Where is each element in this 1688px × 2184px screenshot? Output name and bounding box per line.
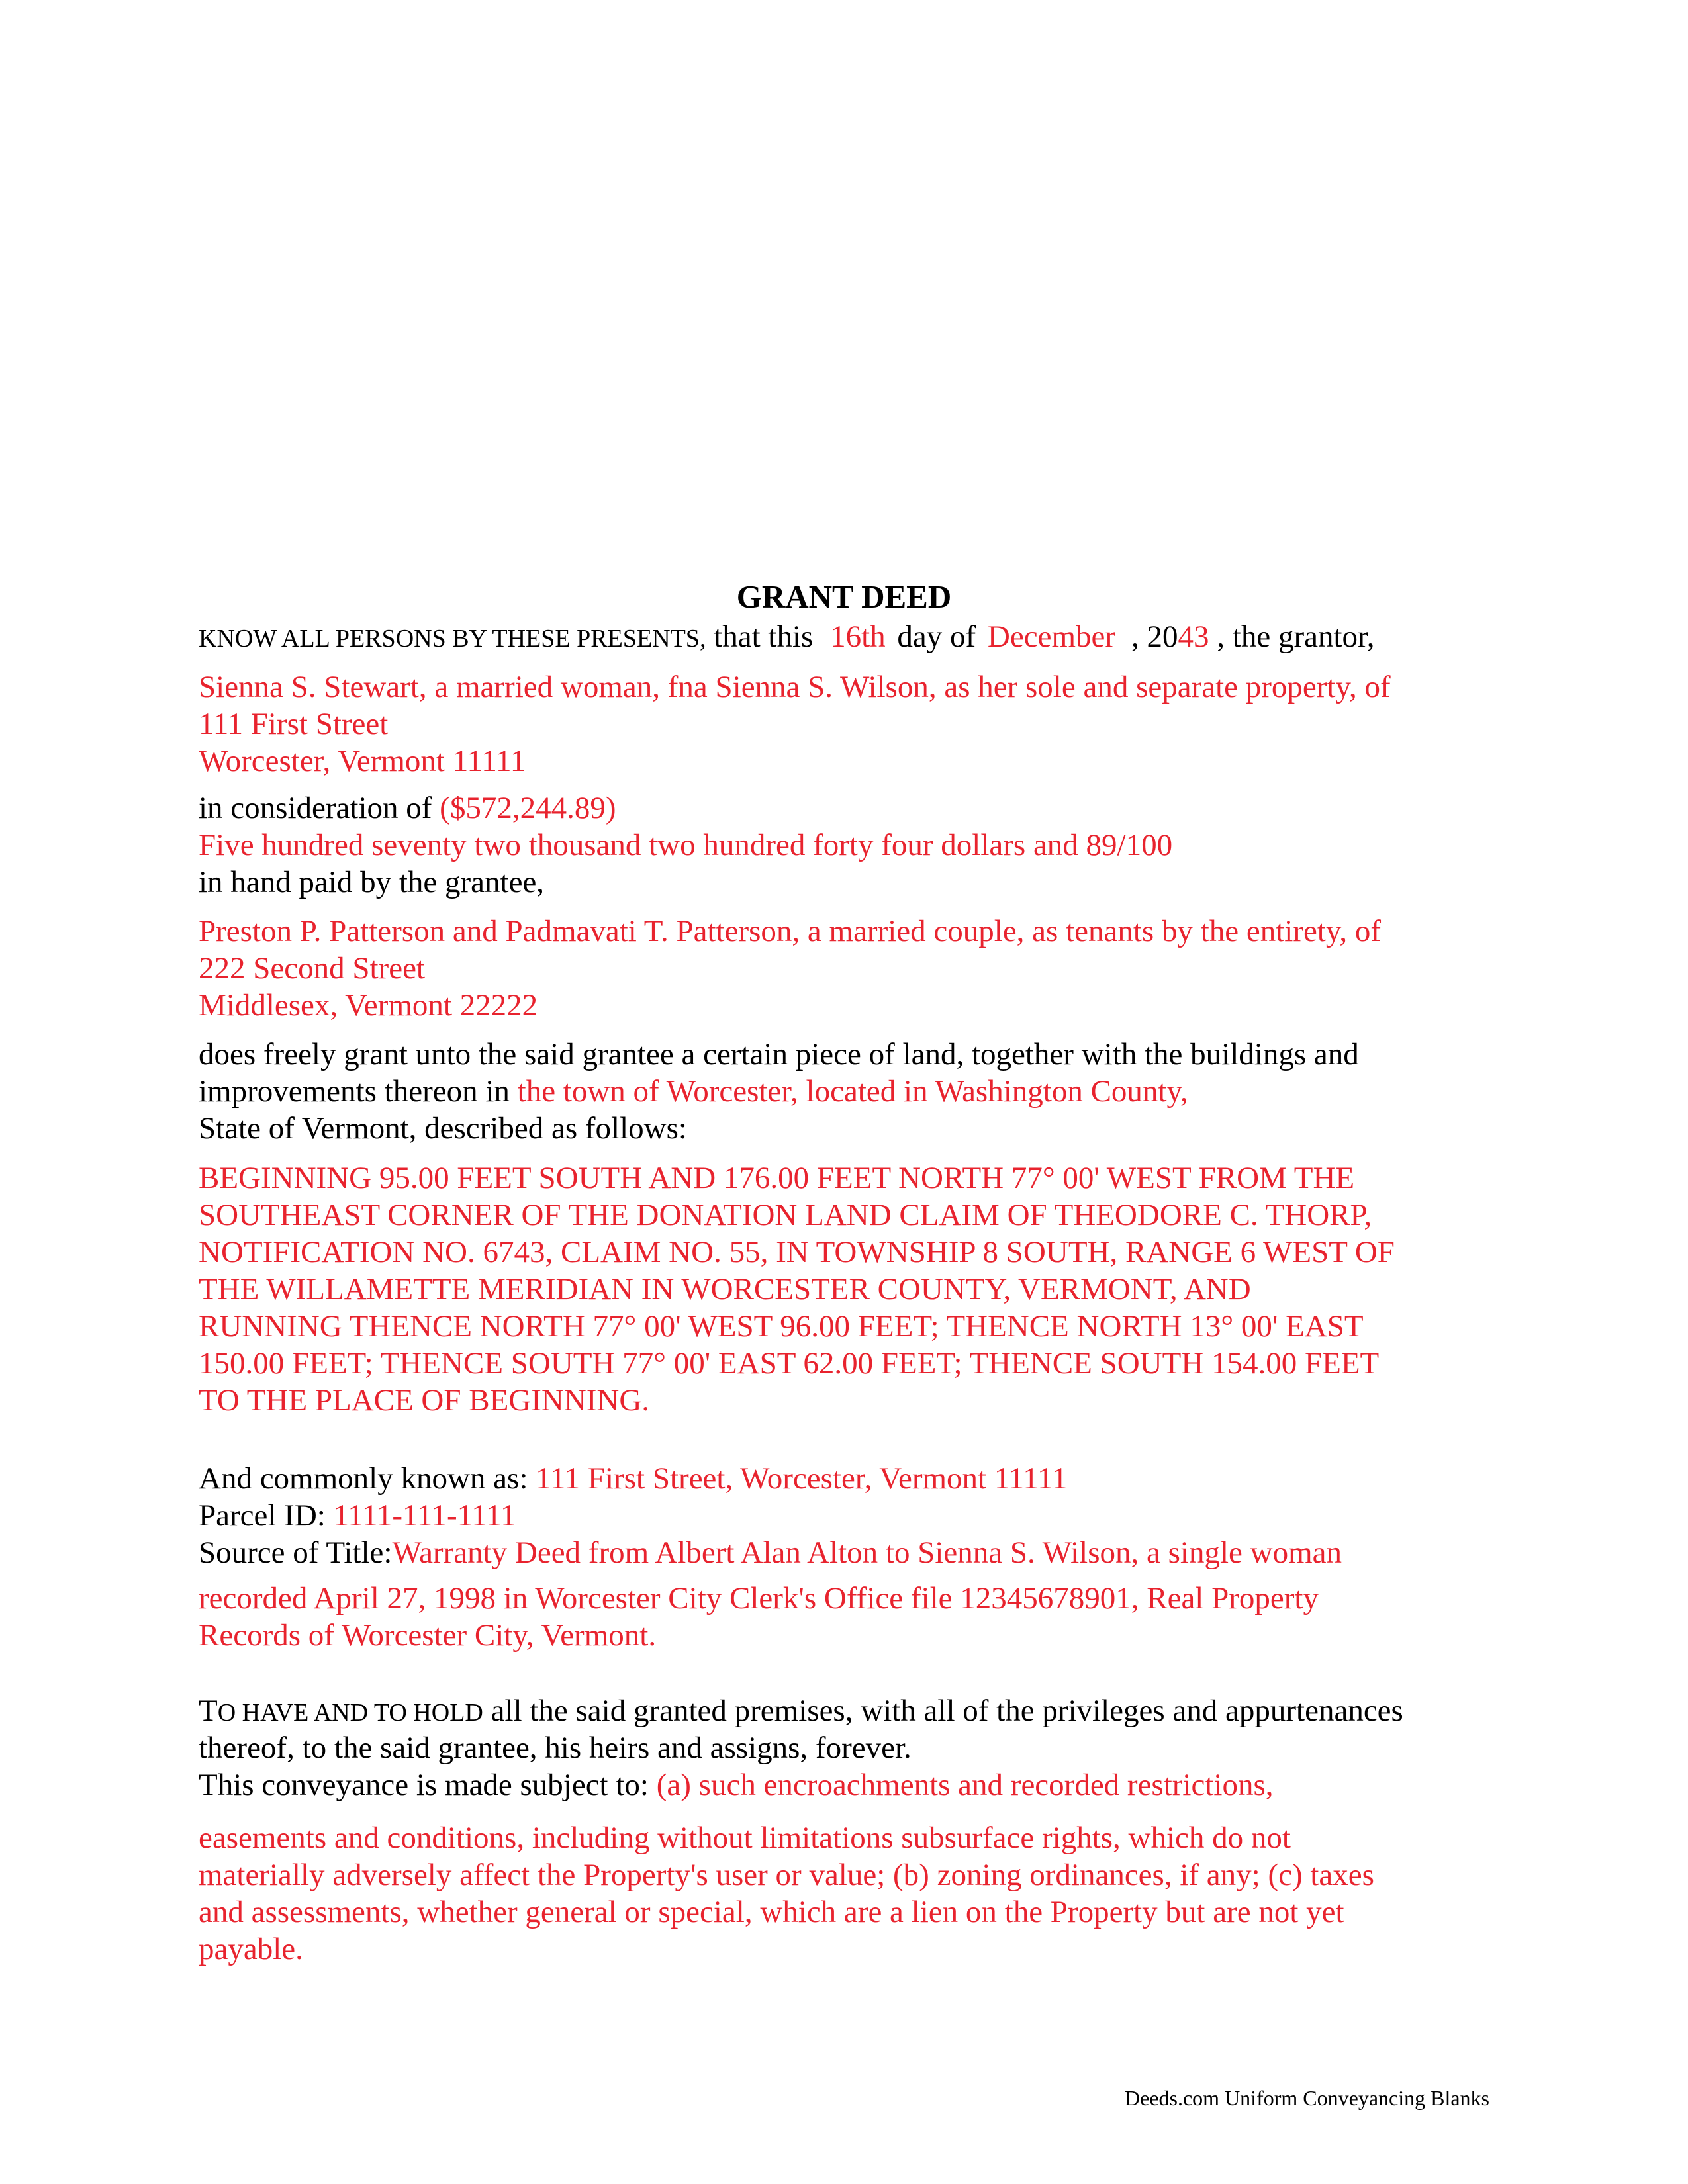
- grantor-city: Worcester, Vermont 11111: [199, 744, 526, 778]
- subject-detail-line: payable.: [199, 1932, 303, 1966]
- parcel-value: 1111-111-1111: [333, 1498, 516, 1533]
- source-label: Source of Title:: [199, 1535, 393, 1570]
- legal-description-line: TO THE PLACE OF BEGINNING.: [199, 1383, 650, 1418]
- intro-that-this: that this: [714, 619, 814, 654]
- legal-description-line: BEGINNING 95.00 FEET SOUTH AND 176.00 FEET NORTH 77° 00' WEST FROM THE: [199, 1161, 1355, 1195]
- intro-lead: KNOW ALL PERSONS BY THESE PRESENTS,: [199, 625, 706, 653]
- legal-description-line: NOTIFICATION NO. 6743, CLAIM NO. 55, IN TOWNSHIP 8 SOUTH, RANGE 6 WEST OF: [199, 1235, 1395, 1269]
- intro-line: [199, 618, 1375, 657]
- property-location: the town of Worcester, located in Washington County,: [517, 1074, 1188, 1109]
- legal-description-line: RUNNING THENCE NORTH 77° 00' WEST 96.00 FEET; THENCE NORTH 13° 00' EAST: [199, 1309, 1364, 1343]
- subject-detail-line: easements and conditions, including without limitations subsurface rights, which do not: [199, 1821, 1291, 1855]
- habendum-rest: all the said granted premises, with all of the privileges and appurtenances: [491, 1694, 1403, 1728]
- intro-day-of: day of: [897, 619, 976, 654]
- paid-by: in hand paid by the grantee,: [199, 865, 545, 899]
- habendum-line: [199, 1692, 1403, 1731]
- legal-description-line: SOUTHEAST CORNER OF THE DONATION LAND CLAIM OF THEODORE C. THORP,: [199, 1198, 1372, 1232]
- grant-line-2-lead: improvements thereon in: [199, 1074, 510, 1109]
- deed-day: 16th: [830, 619, 886, 654]
- grantee-street: 222 Second Street: [199, 951, 425, 985]
- subject-detail-line: materially adversely affect the Property's user or value; (b) zoning ordinances, if any; (c) taxes: [199, 1858, 1374, 1892]
- grant-line-2: [199, 1073, 1188, 1110]
- subject-line: [199, 1766, 1274, 1803]
- grant-line-3: State of Vermont, described as follows:: [199, 1111, 687, 1146]
- habendum-smallcaps: O HAVE AND TO HOLD: [217, 1699, 483, 1727]
- source-line-2: recorded April 27, 1998 in Worcester City Clerk's Office file 12345678901, Real Property: [199, 1581, 1319, 1615]
- footer-note: Deeds.com Uniform Conveyancing Blanks: [1125, 2086, 1489, 2110]
- known-as-line: [199, 1460, 1067, 1497]
- source-line-3: Records of Worcester City, Vermont.: [199, 1618, 657, 1653]
- parcel-line: [199, 1497, 516, 1534]
- grantee-city: Middlesex, Vermont 22222: [199, 988, 538, 1023]
- parcel-label: Parcel ID:: [199, 1498, 326, 1533]
- known-as-value: 111 First Street, Worcester, Vermont 11111: [536, 1461, 1068, 1496]
- grantor-name: Sienna S. Stewart, a married woman, fna Sienna S. Wilson, as her sole and separate property, of: [199, 670, 1391, 704]
- legal-description-line: 150.00 FEET; THENCE SOUTH 77° 00' EAST 62.00 FEET; THENCE SOUTH 154.00 FEET: [199, 1346, 1380, 1381]
- year-prefix: , 20: [1131, 619, 1178, 654]
- deed-month: December: [987, 619, 1116, 654]
- consideration-label: in consideration of: [199, 791, 432, 825]
- consideration-words: Five hundred seventy two thousand two hundred forty four dollars and 89/100: [199, 828, 1173, 862]
- grantee-name: Preston P. Patterson and Padmavati T. Patterson, a married couple, as tenants by the entirety, of: [199, 914, 1382, 948]
- habendum-line-2: thereof, to the said grantee, his heirs and assigns, forever.: [199, 1731, 912, 1765]
- source-value: Warranty Deed from Albert Alan Alton to Sienna S. Wilson, a single woman: [392, 1535, 1342, 1570]
- year-suffix: 43: [1178, 619, 1209, 654]
- consideration-amount: ($572,244.89): [440, 791, 616, 825]
- intro-grantor: , the grantor,: [1217, 619, 1375, 654]
- grantor-street: 111 First Street: [199, 707, 389, 741]
- subject-detail-line: and assessments, whether general or special, which are a lien on the Property but are not yet: [199, 1895, 1344, 1929]
- legal-description-line: THE WILLAMETTE MERIDIAN IN WORCESTER COUNTY, VERMONT, AND: [199, 1272, 1251, 1306]
- document-title: GRANT DEED: [736, 578, 952, 615]
- grant-line-1: does freely grant unto the said grantee a certain piece of land, together with the buildings and: [199, 1037, 1359, 1071]
- habendum-t: T: [199, 1694, 218, 1728]
- known-as-label: And commonly known as:: [199, 1461, 528, 1496]
- source-line: [199, 1534, 1342, 1571]
- subject-label: This conveyance is made subject to:: [199, 1768, 649, 1802]
- subject-value: (a) such encroachments and recorded restrictions,: [656, 1768, 1274, 1802]
- consideration-line: [199, 790, 616, 827]
